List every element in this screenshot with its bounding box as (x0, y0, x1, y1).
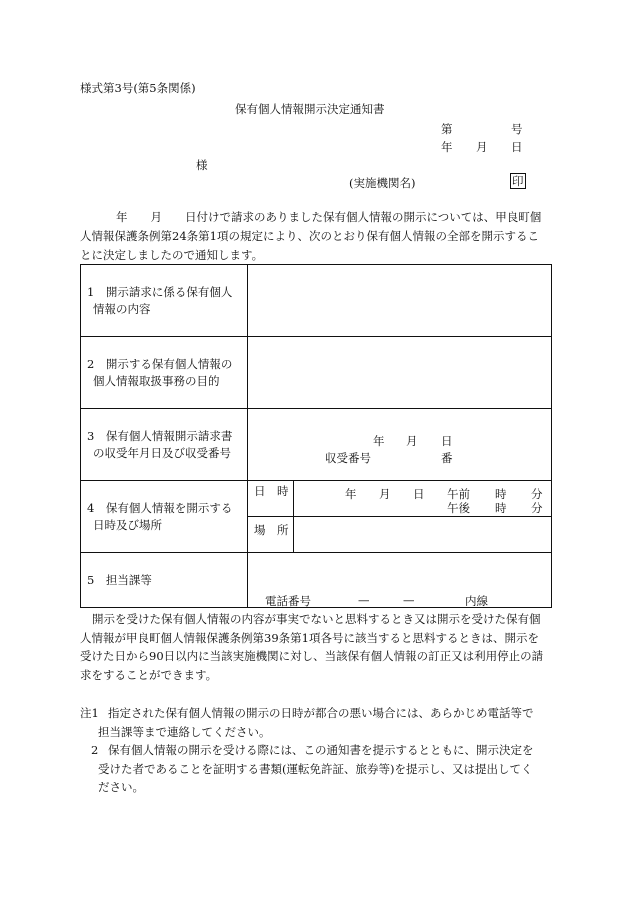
hour-label: 時 (495, 487, 507, 501)
place-divider (248, 516, 551, 517)
doc-number-suffix: 号 (511, 122, 523, 136)
am-label: 午前 (447, 487, 470, 501)
receipt-number-label: 収受番号 (325, 451, 371, 465)
seal-mark: 印 (512, 174, 524, 188)
note-line: 指定された保有個人情報の開示の日時が都合の悪い場合には、あらかじめ電話等で (108, 706, 534, 720)
row2-content (248, 337, 552, 409)
label-line: 情報の内容 (93, 301, 151, 316)
notice-line: 開示を受けた保有個人情報の内容が事実でないと思料するとき又は開示を受けた保有個 (92, 612, 541, 626)
row2-label (81, 337, 248, 409)
row5-label (81, 553, 248, 608)
label-line: 2 開示する保有個人情報の (87, 356, 233, 371)
label-line: 日時及び場所 (93, 517, 162, 532)
doc-number-prefix: 第 (441, 122, 453, 136)
table-row (81, 553, 552, 608)
intro-paragraph (80, 208, 550, 265)
receipt-day: 日 (441, 434, 453, 448)
table-row (81, 265, 552, 337)
note-number: 注1 (80, 706, 99, 720)
document-title: 保有個人情報開示決定通知書 (235, 102, 385, 116)
note-line: 担当課等まで連絡してください。 (98, 724, 271, 739)
correction-notice (80, 610, 552, 684)
table-row (81, 337, 552, 409)
phone-dash: — (403, 593, 415, 607)
disclosure-month: 月 (379, 487, 391, 501)
intro-line: 人情報保護条例第24条第1項の規定により、次のとおり保有個人情報の全部を開示するこ (80, 229, 539, 243)
row1-label (81, 265, 248, 337)
pm-label: 午後 (447, 501, 470, 515)
intro-line: とに決定しましたので通知します。 (80, 248, 264, 262)
notice-line: 求をすることができます。 (80, 667, 218, 682)
label-line: 5 担当課等 (87, 572, 152, 587)
receipt-year: 年 (373, 434, 385, 448)
row1-content (248, 265, 552, 337)
table-row (81, 481, 552, 553)
place-label: 場 所 (254, 523, 289, 537)
label-line: 3 保有個人情報開示請求書 (87, 428, 233, 443)
label-line: の収受年月日及び収受番号 (93, 445, 231, 460)
row4-content (248, 481, 552, 553)
row3-content (248, 409, 552, 481)
date-day: 日 (511, 140, 523, 154)
minute-label: 分 (531, 487, 543, 501)
hour-label: 時 (495, 501, 507, 515)
receipt-month: 月 (406, 434, 418, 448)
note-line: 受けた者であることを証明する書類(運転免許証、旅券等)を提示し、又は提出してく (98, 761, 533, 776)
intro-line: 年 月 日付けで請求のありました保有個人情報の開示については、甲良町個 (116, 210, 542, 224)
datetime-label: 日 時 (254, 484, 289, 498)
note-line: ださい。 (98, 780, 144, 794)
disclosure-day: 日 (413, 487, 425, 501)
phone-dash: — (358, 593, 370, 607)
addressee-honorific: 様 (196, 158, 208, 172)
notice-line: 人情報が甲良町個人情報保護条例第39条第1項各号に該当すると思料するときは、開示を (80, 630, 539, 645)
detail-table (80, 264, 552, 608)
form-number: 様式第3号(第5条関係) (80, 81, 196, 95)
disclosure-year: 年 (345, 487, 357, 501)
label-line: 1 開示請求に係る保有個人 (87, 284, 233, 299)
table-row (81, 409, 552, 481)
row3-label (81, 409, 248, 481)
extension-label: 内線 (465, 594, 488, 608)
note-number: 2 (91, 743, 99, 757)
note-item (80, 704, 552, 741)
date-month: 月 (476, 140, 488, 154)
agency-name: (実施機関名) (349, 176, 416, 190)
notice-line: 受けた日から90日以内に当該実施機関に対し、当該保有個人情報の訂正又は利用停止の請 (80, 649, 544, 663)
minute-label: 分 (531, 501, 543, 515)
label-line: 個人情報取扱事務の目的 (93, 373, 220, 388)
note-item (80, 741, 552, 797)
row4-label (81, 481, 248, 553)
phone-label: 電話番号 (265, 594, 311, 608)
label-line: 4 保有個人情報を開示する (87, 500, 233, 515)
row5-content (248, 553, 552, 608)
note-line: 保有個人情報の開示を受ける際には、この通知書を提示するとともに、開示決定を (108, 743, 534, 757)
notes-section (80, 704, 552, 797)
date-year: 年 (441, 140, 453, 154)
receipt-number-suffix: 番 (441, 451, 453, 465)
